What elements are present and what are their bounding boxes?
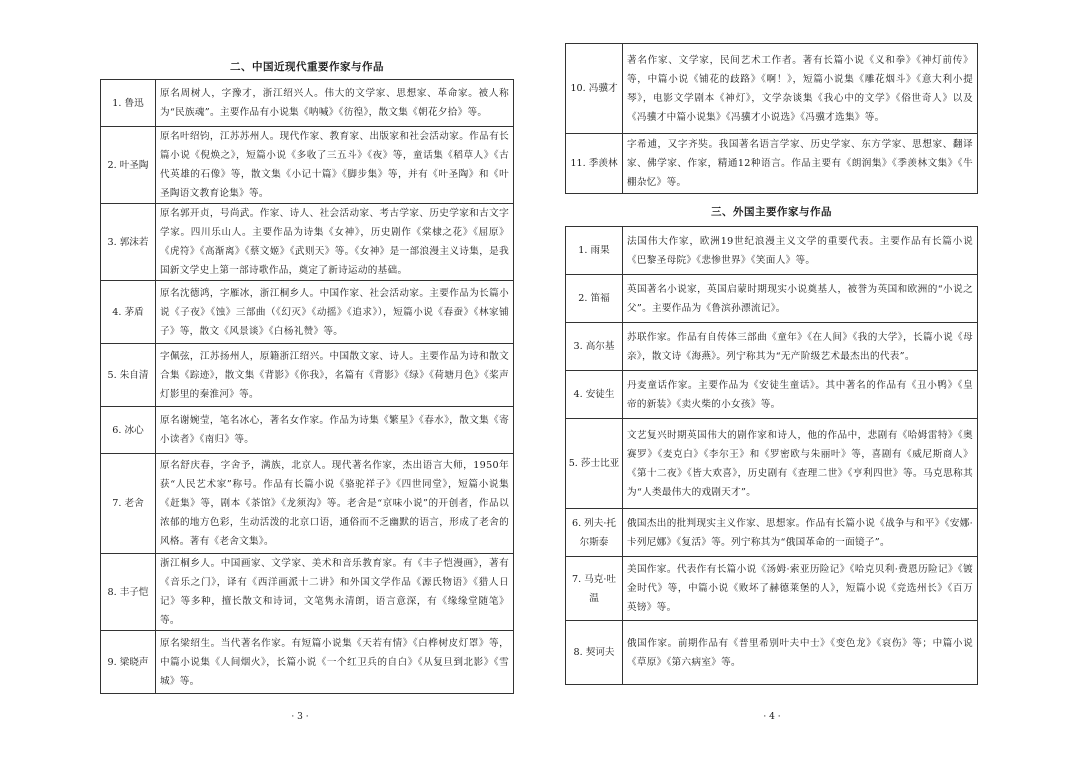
page-number: · 4 · [763, 712, 781, 722]
table-row [101, 80, 514, 127]
writer-name: 6. 冰心 [101, 407, 156, 454]
writer-name: 11. 季羡林 [566, 134, 623, 194]
section-title-foreign-writers: 三、外国主要作家与作品 [711, 206, 832, 218]
writer-name: 5. 莎士比亚 [566, 419, 623, 509]
table-row [101, 281, 514, 344]
writer-desc: 原名叶绍钧，江苏苏州人。现代作家、教育家、出版家和社会活动家。作品有长篇小说《倪焕之》，短篇小说《多收了三五斗》《夜》等，童话集《稻草人》《古代英雄的石像》等，散文集《小记十篇》《脚步集》等，并有《叶圣陶》和《叶圣陶语文教育论集》等。 [156, 127, 514, 204]
writer-name: 3. 郭沫若 [101, 204, 156, 281]
foreign-writers-table [565, 226, 978, 685]
writer-name: 2. 笛福 [566, 275, 623, 323]
writer-desc: 字佩弦，江苏扬州人，原籍浙江绍兴。中国散文家、诗人。主要作品为诗和散文合集《踪迹》，散文集《背影》《你我》，名篇有《背影》《绿》《荷塘月色》《桨声灯影里的秦淮河》等。 [156, 344, 514, 407]
writer-desc: 浙江桐乡人。中国画家、文学家、美术和音乐教育家。有《丰子恺漫画》，著有《音乐之门》，译有《西洋画派十二讲》和外国文学作品《源氏物语》《猎人日记》等多种，擅长散文和诗词，文笔隽永清朗，语言意深，有《缘缘堂随笔》等。 [156, 554, 514, 631]
writer-name: 6. 列夫·托尔斯泰 [566, 509, 623, 557]
table-row [101, 554, 514, 631]
writer-desc: 苏联作家。作品有自传体三部曲《童年》《在人间》《我的大学》，长篇小说《母亲》，散文诗《海燕》。列宁称其为“无产阶级艺术最杰出的代表”。 [623, 323, 978, 371]
writer-name: 4. 安徒生 [566, 371, 623, 419]
writer-name: 7. 老舍 [101, 454, 156, 554]
writer-desc: 俄国作家。前期作品有《普里希别叶夫中士》《变色龙》《哀伤》等；中篇小说《草原》《第六病室》等。 [623, 621, 978, 685]
table-row [566, 323, 978, 371]
table-row [101, 454, 514, 554]
table-row [101, 407, 514, 454]
writer-name: 8. 丰子恺 [101, 554, 156, 631]
writer-desc: 法国伟大作家，欧洲19世纪浪漫主义文学的重要代表。主要作品有长篇小说《巴黎圣母院》《悲惨世界》《笑面人》等。 [623, 227, 978, 275]
writer-desc: 字希逋，又字齐奘。我国著名语言学家、历史学家、东方学家、思想家、翻译家、佛学家、作家，精通12种语言。作品主要有《朗润集》《季羡林文集》《牛棚杂忆》等。 [623, 134, 978, 194]
section-title-chinese-writers: 二、中国近现代重要作家与作品 [230, 61, 384, 73]
writer-name: 3. 高尔基 [566, 323, 623, 371]
writer-desc: 著名作家、文学家，民间艺术工作者。著有长篇小说《义和拳》《神灯前传》等，中篇小说《铺花的歧路》《啊！》，短篇小说集《雕花烟斗》《意大利小提琴》，电影文学剧本《神灯》，文学杂谈集《我心中的文学》《俗世奇人》以及《冯骥才中篇小说集》《冯骥才小说选》《冯骥才选集》等。 [623, 44, 978, 134]
writer-desc: 原名梁绍生。当代著名作家。有短篇小说集《天若有情》《白桦树皮灯罩》等，中篇小说集《人间烟火》，长篇小说《一个红卫兵的自白》《从复旦到北影》《雪城》等。 [156, 631, 514, 694]
writer-name: 2. 叶圣陶 [101, 127, 156, 204]
chinese-writers-table-continued [565, 43, 978, 194]
writer-name: 10. 冯骥才 [566, 44, 623, 134]
writer-name: 5. 朱自清 [101, 344, 156, 407]
writer-name: 1. 鲁迅 [101, 80, 156, 127]
page-number: · 3 · [291, 712, 309, 722]
chinese-writers-table [100, 79, 514, 694]
writer-desc: 原名沈德鸿，字雁冰，浙江桐乡人。中国作家、社会活动家。主要作品为长篇小说《子夜》《蚀》三部曲（《幻灭》《动摇》《追求》），短篇小说《春蚕》《林家铺子》等，散文《风景谈》《白杨礼赞》等。 [156, 281, 514, 344]
writer-desc: 原名郭开贞，号尚武。作家、诗人、社会活动家、考古学家、历史学家和古文字学家。四川乐山人。主要作品为诗集《女神》，历史剧作《棠棣之花》《屈原》《虎符》《高渐离》《蔡文姬》《武则天》等。《女神》是一部浪漫主义诗集，是我国新文学史上第一部诗歌作品，奠定了新诗运动的基础。 [156, 204, 514, 281]
writer-name: 1. 雨果 [566, 227, 623, 275]
table-row [566, 509, 978, 557]
table-row [566, 227, 978, 275]
writer-name: 8. 契诃夫 [566, 621, 623, 685]
right-page [540, 0, 1080, 763]
writer-desc: 文艺复兴时期英国伟大的剧作家和诗人，他的作品中，悲剧有《哈姆雷特》《奥赛罗》《麦克白》《李尔王》和《罗密欧与朱丽叶》等，喜剧有《威尼斯商人》《第十二夜》《皆大欢喜》，历史剧有《查理二世》《亨利四世》等。马克思称其为“人类最伟大的戏剧天才”。 [623, 419, 978, 509]
writer-name: 4. 茅盾 [101, 281, 156, 344]
writer-desc: 美国作家。代表作有长篇小说《汤姆·索亚历险记》《哈克贝利·费恩历险记》《镀金时代》等，中篇小说《败坏了赫德莱堡的人》，短篇小说《竞选州长》《百万英镑》等。 [623, 557, 978, 621]
writer-name: 7. 马克·吐温 [566, 557, 623, 621]
table-row [101, 127, 514, 204]
table-row [566, 275, 978, 323]
writer-desc: 丹麦童话作家。主要作品为《安徒生童话》。其中著名的作品有《丑小鸭》《皇帝的新装》《卖火柴的小女孩》等。 [623, 371, 978, 419]
table-row [566, 44, 978, 134]
table-row [566, 557, 978, 621]
writer-desc: 原名舒庆春，字舍予，满族，北京人。现代著名作家，杰出语言大师，1950年获“人民艺术家”称号。作品有长篇小说《骆驼祥子》《四世同堂》，短篇小说集《赶集》等，剧本《茶馆》《龙须沟》等。老舍是“京味小说”的开创者，作品以浓郁的地方色彩，生动活泼的北京口语，通俗而不乏幽默的语言，形成了老舍的风格。著有《老舍文集》。 [156, 454, 514, 554]
writer-desc: 英国著名小说家，英国启蒙时期现实小说奠基人，被誉为英国和欧洲的“小说之父”。主要作品为《鲁滨孙漂流记》。 [623, 275, 978, 323]
table-row [101, 631, 514, 694]
table-row [566, 371, 978, 419]
table-row [566, 621, 978, 685]
table-row [101, 204, 514, 281]
writer-desc: 原名周树人，字豫才，浙江绍兴人。伟大的文学家、思想家、革命家。被人称为“民族魂”。主要作品有小说集《呐喊》《彷徨》，散文集《朝花夕拾》等。 [156, 80, 514, 127]
table-row [566, 134, 978, 194]
table-row [101, 344, 514, 407]
writer-desc: 俄国杰出的批判现实主义作家、思想家。作品有长篇小说《战争与和平》《安娜·卡列尼娜》《复活》等。列宁称其为“俄国革命的一面镜子”。 [623, 509, 978, 557]
table-row [566, 419, 978, 509]
writer-desc: 原名谢婉莹，笔名冰心，著名女作家。作品为诗集《繁星》《春水》，散文集《寄小读者》《南归》等。 [156, 407, 514, 454]
writer-name: 9. 梁晓声 [101, 631, 156, 694]
